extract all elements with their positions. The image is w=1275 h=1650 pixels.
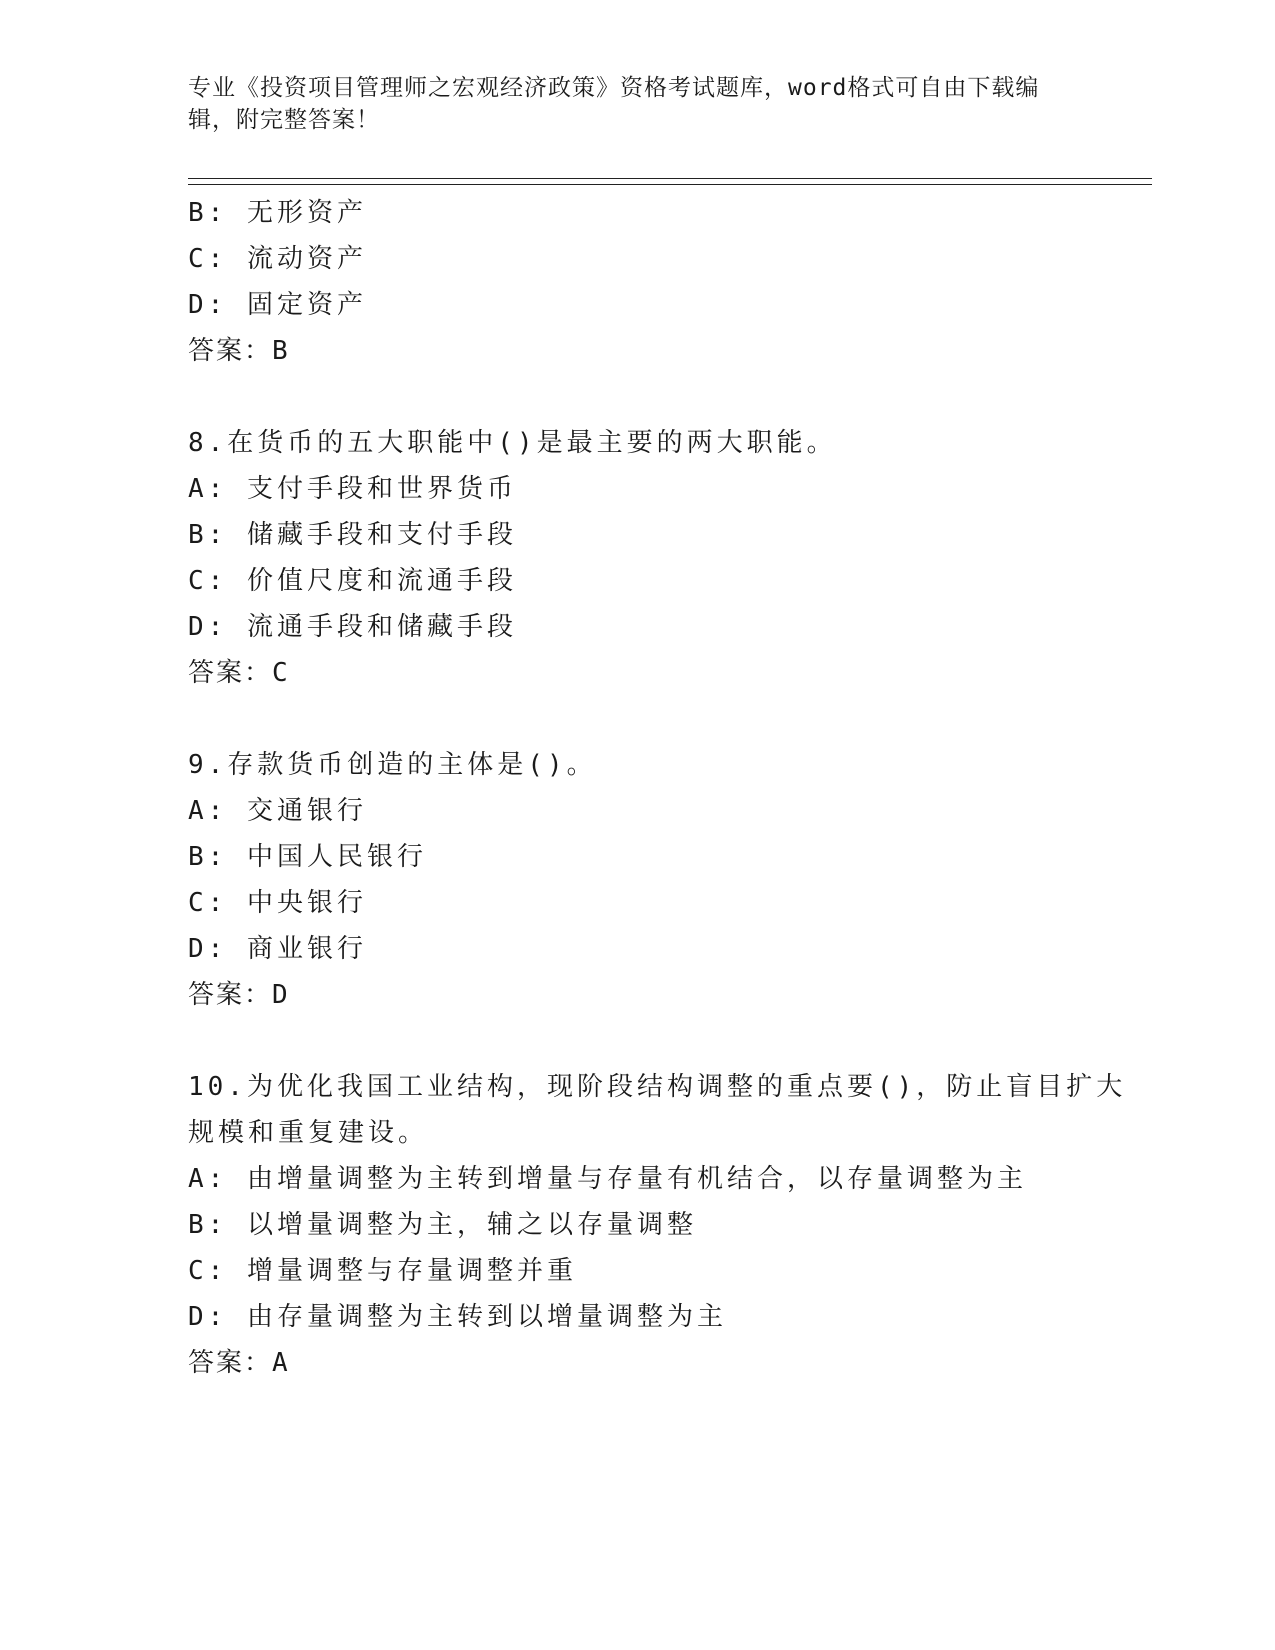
header-text: 专业《投资项目管理师之宏观经济政策》资格考试题库，word格式可自由下载编辑，附完整答案！ <box>188 75 1040 133</box>
option-c: C: 价值尺度和流通手段 <box>188 566 517 596</box>
option-c: C: 增量调整与存量调整并重 <box>188 1256 577 1286</box>
answer-value: A <box>272 1348 288 1378</box>
header-divider <box>188 178 1152 185</box>
answer-line <box>188 328 1088 374</box>
answer-label: 答案： <box>188 980 273 1010</box>
question-text: 8.在货币的五大职能中()是最主要的两大职能。 <box>188 428 837 458</box>
option-a: A: 由增量调整为主转到增量与存量有机结合，以存量调整为主 <box>188 1164 1027 1194</box>
answer-line <box>188 1340 1088 1386</box>
question-block-10 <box>188 1064 1127 1386</box>
option-d: D: 固定资产 <box>188 290 367 320</box>
answer-line <box>188 972 1088 1018</box>
option-c: C: 流动资产 <box>188 244 367 274</box>
document-header <box>188 72 1068 136</box>
answer-value: B <box>272 336 288 366</box>
question-text-line2: 规模和重复建设。 <box>188 1118 429 1148</box>
option-b: B: 中国人民银行 <box>188 842 427 872</box>
answer-label: 答案： <box>188 658 273 688</box>
answer-label: 答案： <box>188 336 273 366</box>
option-d: D: 流通手段和储藏手段 <box>188 612 517 642</box>
question-text-line1: 10.为优化我国工业结构，现阶段结构调整的重点要()，防止盲目扩大 <box>188 1072 1127 1102</box>
option-d: D: 由存量调整为主转到以增量调整为主 <box>188 1302 727 1332</box>
answer-label: 答案： <box>188 1348 273 1378</box>
question-list <box>188 190 1127 1386</box>
answer-value: C <box>272 658 288 688</box>
option-b: B: 储藏手段和支付手段 <box>188 520 517 550</box>
question-block-7 <box>188 190 1088 374</box>
answer-value: D <box>272 980 288 1010</box>
option-a: A: 交通银行 <box>188 796 367 826</box>
question-block-8 <box>188 420 1088 696</box>
question-block-9 <box>188 742 1088 1018</box>
option-a: A: 支付手段和世界货币 <box>188 474 517 504</box>
option-c: C: 中央银行 <box>188 888 367 918</box>
option-b: B: 无形资产 <box>188 198 367 228</box>
option-d: D: 商业银行 <box>188 934 367 964</box>
answer-line <box>188 650 1088 696</box>
option-b: B: 以增量调整为主，辅之以存量调整 <box>188 1210 697 1240</box>
question-text: 9.存款货币创造的主体是()。 <box>188 750 597 780</box>
